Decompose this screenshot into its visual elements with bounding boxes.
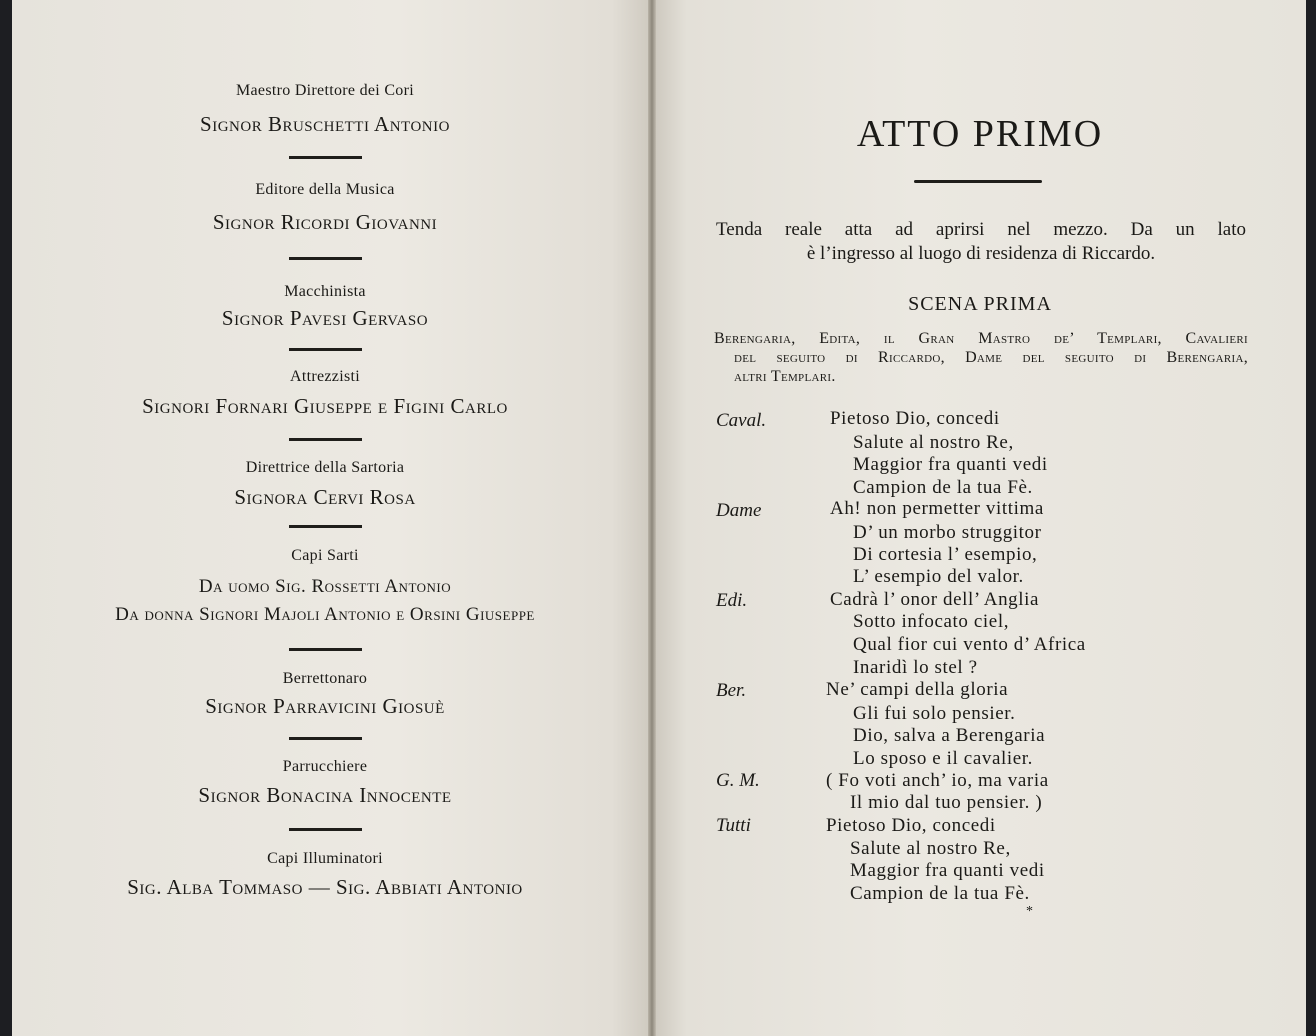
credit-role: Attrezzisti: [290, 368, 360, 385]
credit-role: Parrucchiere: [282, 758, 368, 775]
stage-direction-line: è l’ingresso al luogo di residenza di Riccardo.: [806, 243, 1156, 264]
act-title: ATTO PRIMO: [856, 113, 1104, 155]
divider-rule: [289, 828, 362, 831]
speaker-label: Tutti: [716, 815, 751, 836]
divider-rule: [289, 737, 362, 740]
divider-rule: [289, 525, 362, 528]
verse-line: Campion de la tua Fè.: [853, 477, 1033, 498]
speaker-label: G. M.: [716, 770, 760, 791]
character-line: altri Templari.: [734, 368, 836, 385]
speaker-label: Caval.: [716, 410, 767, 431]
signature-mark: *: [1026, 904, 1033, 919]
verse-line: Campion de la tua Fè.: [850, 883, 1030, 904]
speaker-label: Ber.: [716, 680, 747, 701]
credit-role: Capi Sarti: [291, 547, 359, 564]
credit-role: Berrettonaro: [282, 670, 368, 687]
speaker-label: Dame: [716, 500, 762, 521]
divider-rule: [289, 348, 362, 351]
verse-line: Cadrà l’ onor dell’ Anglia: [830, 589, 1040, 610]
title-ornament-rule: [914, 180, 1042, 183]
verse-line: Dio, salva a Berengaria: [853, 725, 1046, 746]
verse-line: Salute al nostro Re,: [853, 432, 1014, 453]
credit-role: Capi Illuminatori: [267, 850, 383, 867]
credit-role: Macchinista: [284, 283, 366, 300]
stage-direction-line: Tenda reale atta ad aprirsi nel mezzo. Da un lato: [716, 219, 1246, 240]
credit-name: Signora Cervi Rosa: [234, 485, 416, 509]
divider-rule: [289, 257, 362, 260]
credit-name: Signor Ricordi Giovanni: [212, 210, 438, 234]
verse-line: Gli fui solo pensier.: [853, 703, 1016, 724]
credit-name: Signori Fornari Giuseppe e Figini Carlo: [142, 394, 508, 418]
credit-name: Signor Parravicini Giosuè: [205, 694, 445, 718]
credit-name: Signor Bonacina Innocente: [198, 783, 452, 807]
verse-line: Qual fior cui vento d’ Africa: [853, 634, 1086, 655]
credit-name: Signor Bruschetti Antonio: [200, 112, 450, 136]
verse-line: D’ un morbo struggitor: [853, 522, 1042, 543]
verse-line: Maggior fra quanti vedi: [850, 860, 1045, 881]
character-line: del seguito di Riccardo, Dame del seguito di Berengaria,: [734, 349, 1248, 366]
credit-name: Signor Pavesi Gervaso: [221, 306, 429, 330]
credit-line: Da uomo Sig. Rossetti Antonio: [198, 576, 452, 597]
credit-role: Maestro Direttore dei Cori: [236, 82, 414, 99]
divider-rule: [289, 438, 362, 441]
credit-role: Direttrice della Sartoria: [245, 459, 405, 476]
verse-line: ( Fo voti anch’ io, ma varia: [826, 770, 1049, 791]
character-list: [714, 329, 1248, 386]
credit-name: Sig. Alba Tommaso — Sig. Abbiati Antonio: [127, 875, 523, 899]
divider-rule: [289, 648, 362, 651]
verse-line: Ah! non permetter vittima: [830, 498, 1044, 519]
verse-line: Lo sposo e il cavalier.: [853, 748, 1034, 769]
verse-line: Di cortesia l’ esempio,: [853, 544, 1038, 565]
verse-line: Sotto infocato ciel,: [853, 611, 1010, 632]
divider-rule: [289, 156, 362, 159]
scene-title: SCENA PRIMA: [908, 293, 1052, 315]
credit-line: Da donna Signori Majoli Antonio e Orsini Giuseppe: [115, 604, 535, 625]
character-line: Berengaria, Edita, il Gran Mastro de’ Templari, Cavalieri: [714, 330, 1248, 347]
verse-line: Ne’ campi della gloria: [826, 679, 1009, 700]
verse-line: L’ esempio del valor.: [853, 566, 1024, 587]
verse-line: Salute al nostro Re,: [850, 838, 1011, 859]
credit-role: Editore della Musica: [255, 181, 395, 198]
verse-line: Pietoso Dio, concedi: [826, 815, 996, 836]
verse-line: Maggior fra quanti vedi: [853, 454, 1048, 475]
verse-line: Il mio dal tuo pensier. ): [850, 792, 1043, 813]
verse-line: Pietoso Dio, concedi: [830, 408, 1000, 429]
verse-line: Inaridì lo stel ?: [853, 657, 978, 678]
speaker-label: Edi.: [716, 590, 748, 611]
